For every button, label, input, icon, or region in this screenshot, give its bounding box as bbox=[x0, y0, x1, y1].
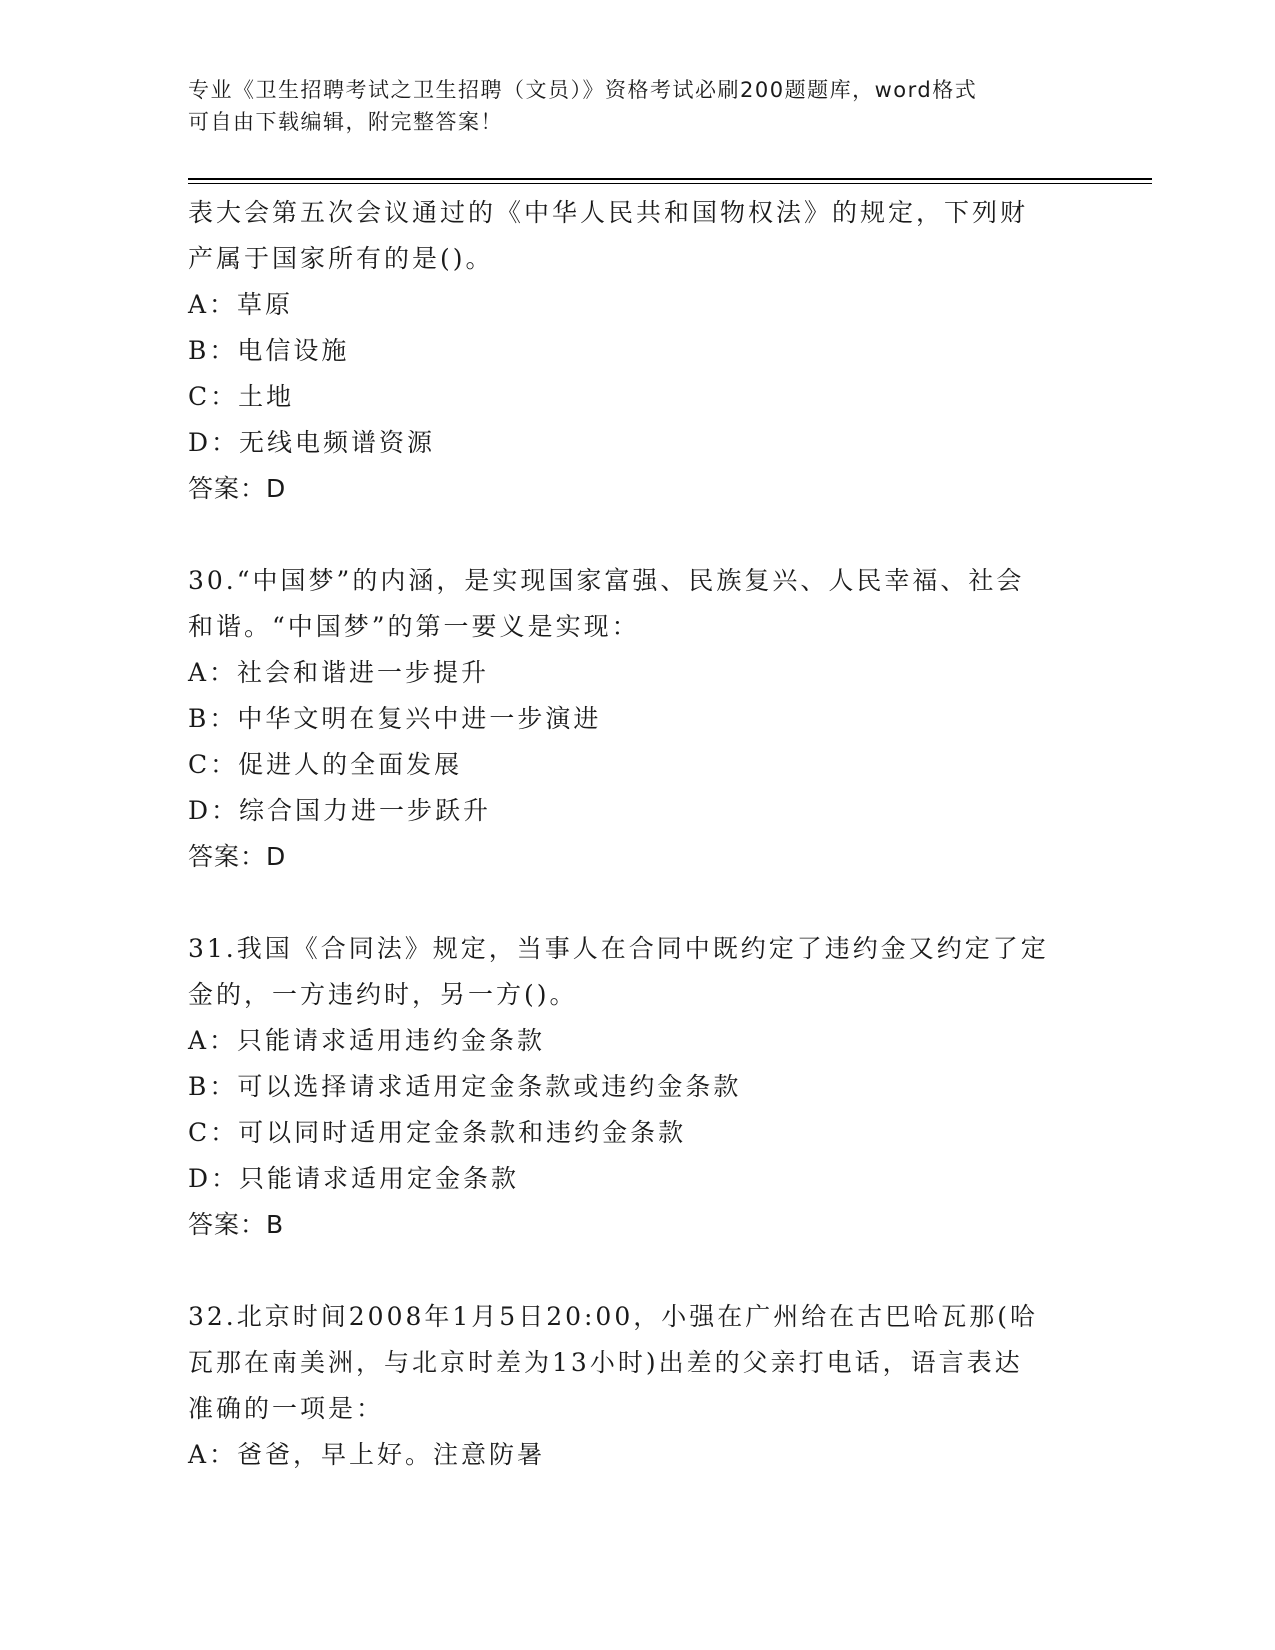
option-a: A：爸爸，早上好。注意防暑 bbox=[188, 1440, 546, 1469]
header-divider-thick bbox=[188, 178, 1152, 180]
option-b: B：电信设施 bbox=[188, 336, 350, 365]
spacer bbox=[188, 512, 1088, 558]
question-text-line: 和谐。“中国梦”的第一要义是实现： bbox=[188, 612, 640, 641]
answer-line: 答案：B bbox=[188, 1210, 285, 1239]
option-d: D：综合国力进一步跃升 bbox=[188, 796, 492, 825]
question-text-line: 金的，一方违约时，另一方()。 bbox=[188, 980, 578, 1009]
answer-line: 答案：D bbox=[188, 474, 287, 503]
question-text-line: 产属于国家所有的是()。 bbox=[188, 244, 494, 273]
option-c: C：促进人的全面发展 bbox=[188, 750, 463, 779]
question-block bbox=[188, 926, 1088, 1248]
option-d: D：无线电频谱资源 bbox=[188, 428, 436, 457]
option-d: D：只能请求适用定金条款 bbox=[188, 1164, 520, 1193]
option-b: B：可以选择请求适用定金条款或违约金条款 bbox=[188, 1072, 742, 1101]
question-block bbox=[188, 558, 1088, 880]
header-line-1: 专业《卫生招聘考试之卫生招聘（文员）》资格考试必刷200题题库，word格式 bbox=[188, 78, 978, 102]
spacer bbox=[188, 880, 1088, 926]
question-list bbox=[188, 190, 1088, 1478]
question-text-line: 32.北京时间2008年1月5日20:00，小强在广州给在古巴哈瓦那(哈 bbox=[188, 1302, 1038, 1331]
question-block bbox=[188, 190, 1088, 512]
header-line-2: 可自由下载编辑，附完整答案！ bbox=[188, 110, 503, 134]
option-a: A：社会和谐进一步提升 bbox=[188, 658, 490, 687]
question-text-line: 准确的一项是： bbox=[188, 1394, 385, 1423]
question-text-line: 31.我国《合同法》规定，当事人在合同中既约定了违约金又约定了定 bbox=[188, 934, 1049, 963]
option-c: C：可以同时适用定金条款和违约金条款 bbox=[188, 1118, 687, 1147]
question-text-line: 表大会第五次会议通过的《中华人民共和国物权法》的规定，下列财 bbox=[188, 198, 1029, 227]
question-block bbox=[188, 1294, 1088, 1478]
spacer bbox=[188, 1248, 1088, 1294]
answer-line: 答案：D bbox=[188, 842, 287, 871]
option-a: A：草原 bbox=[188, 290, 294, 319]
option-a: A：只能请求适用违约金条款 bbox=[188, 1026, 546, 1055]
question-text-line: 瓦那在南美洲，与北京时差为13小时)出差的父亲打电话，语言表达 bbox=[188, 1348, 1023, 1377]
document-header bbox=[188, 74, 1088, 138]
header-divider-thin bbox=[188, 183, 1152, 184]
question-text-line: 30.“中国梦”的内涵，是实现国家富强、民族复兴、人民幸福、社会 bbox=[188, 566, 1025, 595]
option-c: C：土地 bbox=[188, 382, 295, 411]
option-b: B：中华文明在复兴中进一步演进 bbox=[188, 704, 602, 733]
